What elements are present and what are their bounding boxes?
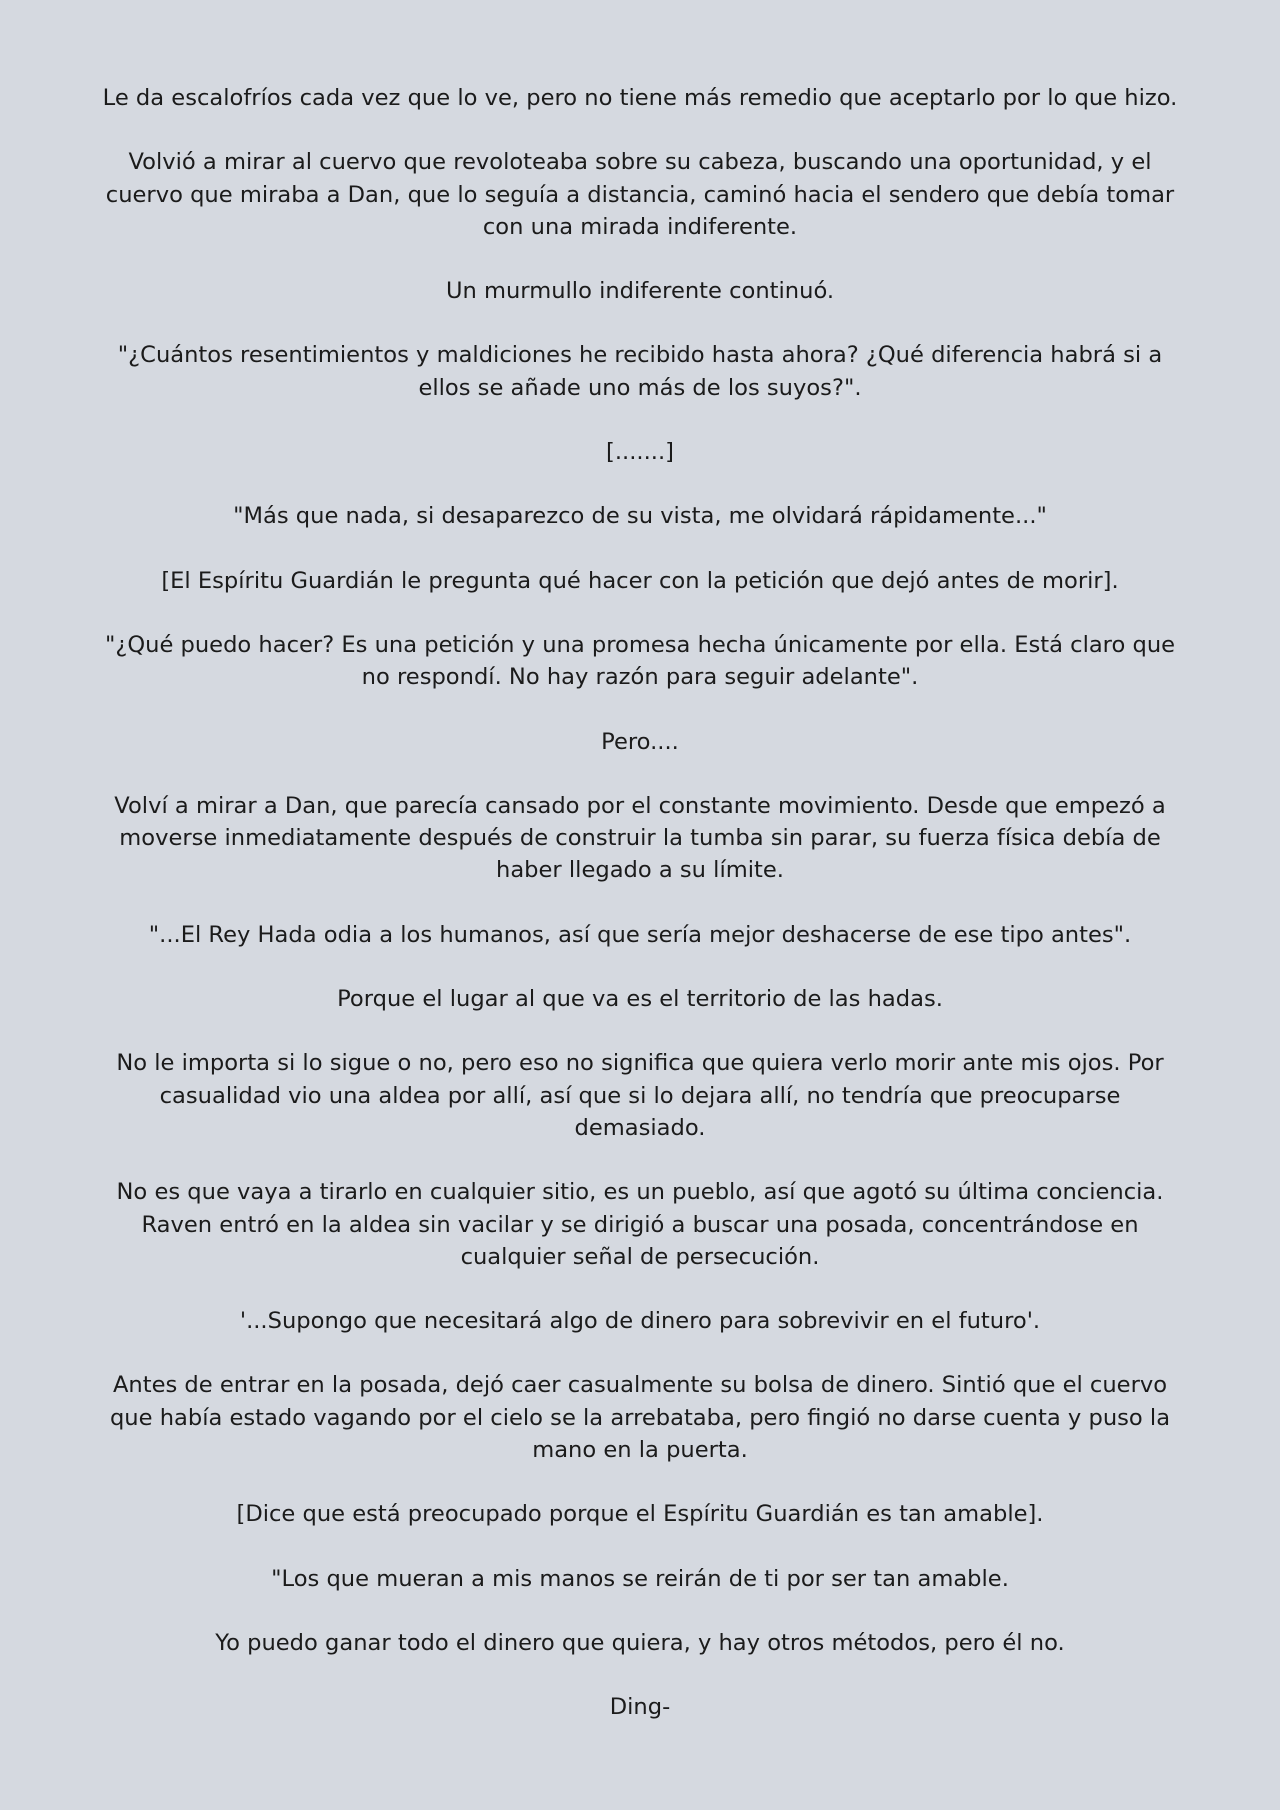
story-text (96, 82, 1184, 1724)
paragraph: [.......] (606, 439, 674, 466)
paragraph: Yo puedo ganar todo el dinero que quiera, y hay otros métodos, pero él no. (215, 1629, 1065, 1656)
paragraph: Un murmullo indiferente continuó. (445, 278, 835, 305)
paragraph: [El Espíritu Guardián le pregunta qué hacer con la petición que dejó antes de morir]. (161, 567, 1119, 594)
paragraph: Le da escalofríos cada vez que lo ve, pero no tiene más remedio que aceptarlo por lo que hizo. (102, 85, 1178, 111)
paragraph: "...El Rey Hada odia a los humanos, así que sería mejor deshacerse de ese tipo antes". (148, 921, 1132, 948)
paragraph: "Más que nada, si desaparezco de su vista, me olvidará rápidamente..." (233, 503, 1047, 530)
paragraph: Antes de entrar en la posada, dejó caer casualmente su bolsa de dinero. Sintió que el cuervo que había estado vagando por el cielo se la arrebataba, pero fingió no darse cuenta y puso la mano en la puerta. (109, 1372, 1171, 1464)
paragraph: No es que vaya a tirarlo en cualquier sitio, es un pueblo, así que agotó su última conciencia. Raven entró en la aldea sin vacilar y se dirigió a buscar una posada, concentrándose en cualquier señal de persecución. (116, 1179, 1164, 1270)
paragraph: Volví a mirar a Dan, que parecía cansado por el constante movimiento. Desde que empezó a moverse inmediatamente después de construir la tumba sin parar, su fuerza física debía de haber llegado a su límite. (114, 792, 1166, 884)
paragraph: "Los que mueran a mis manos se reirán de ti por ser tan amable. (271, 1565, 1009, 1592)
paragraph: Ding- (609, 1694, 671, 1721)
paragraph: '...Supongo que necesitará algo de dinero para sobrevivir en el futuro'. (239, 1308, 1041, 1335)
paragraph: Volvió a mirar al cuervo que revoloteaba sobre su cabeza, buscando una oportunidad, y el cuervo que miraba a Dan, que lo seguía a distancia, caminó hacia el sendero que debía tomar con una mirada indiferente. (105, 149, 1175, 240)
paragraph: No le importa si lo sigue o no, pero eso no significa que quiera verlo morir ante mis ojos. Por casualidad vio una aldea por allí, así que si lo dejara allí, no tendría que preocuparse demasiado. (116, 1050, 1164, 1141)
paragraph: Porque el lugar al que va es el territorio de las hadas. (337, 986, 943, 1013)
paragraph: [Dice que está preocupado porque el Espíritu Guardián es tan amable]. (236, 1501, 1044, 1528)
paragraph: Pero.... (601, 728, 679, 755)
paragraph: "¿Cuántos resentimientos y maldiciones he recibido hasta ahora? ¿Qué diferencia habrá si a ellos se añade uno más de los suyos?". (117, 342, 1163, 401)
paragraph: "¿Qué puedo hacer? Es una petición y una promesa hecha únicamente por ella. Está claro que no respondí. No hay razón para seguir adelante". (104, 631, 1176, 691)
